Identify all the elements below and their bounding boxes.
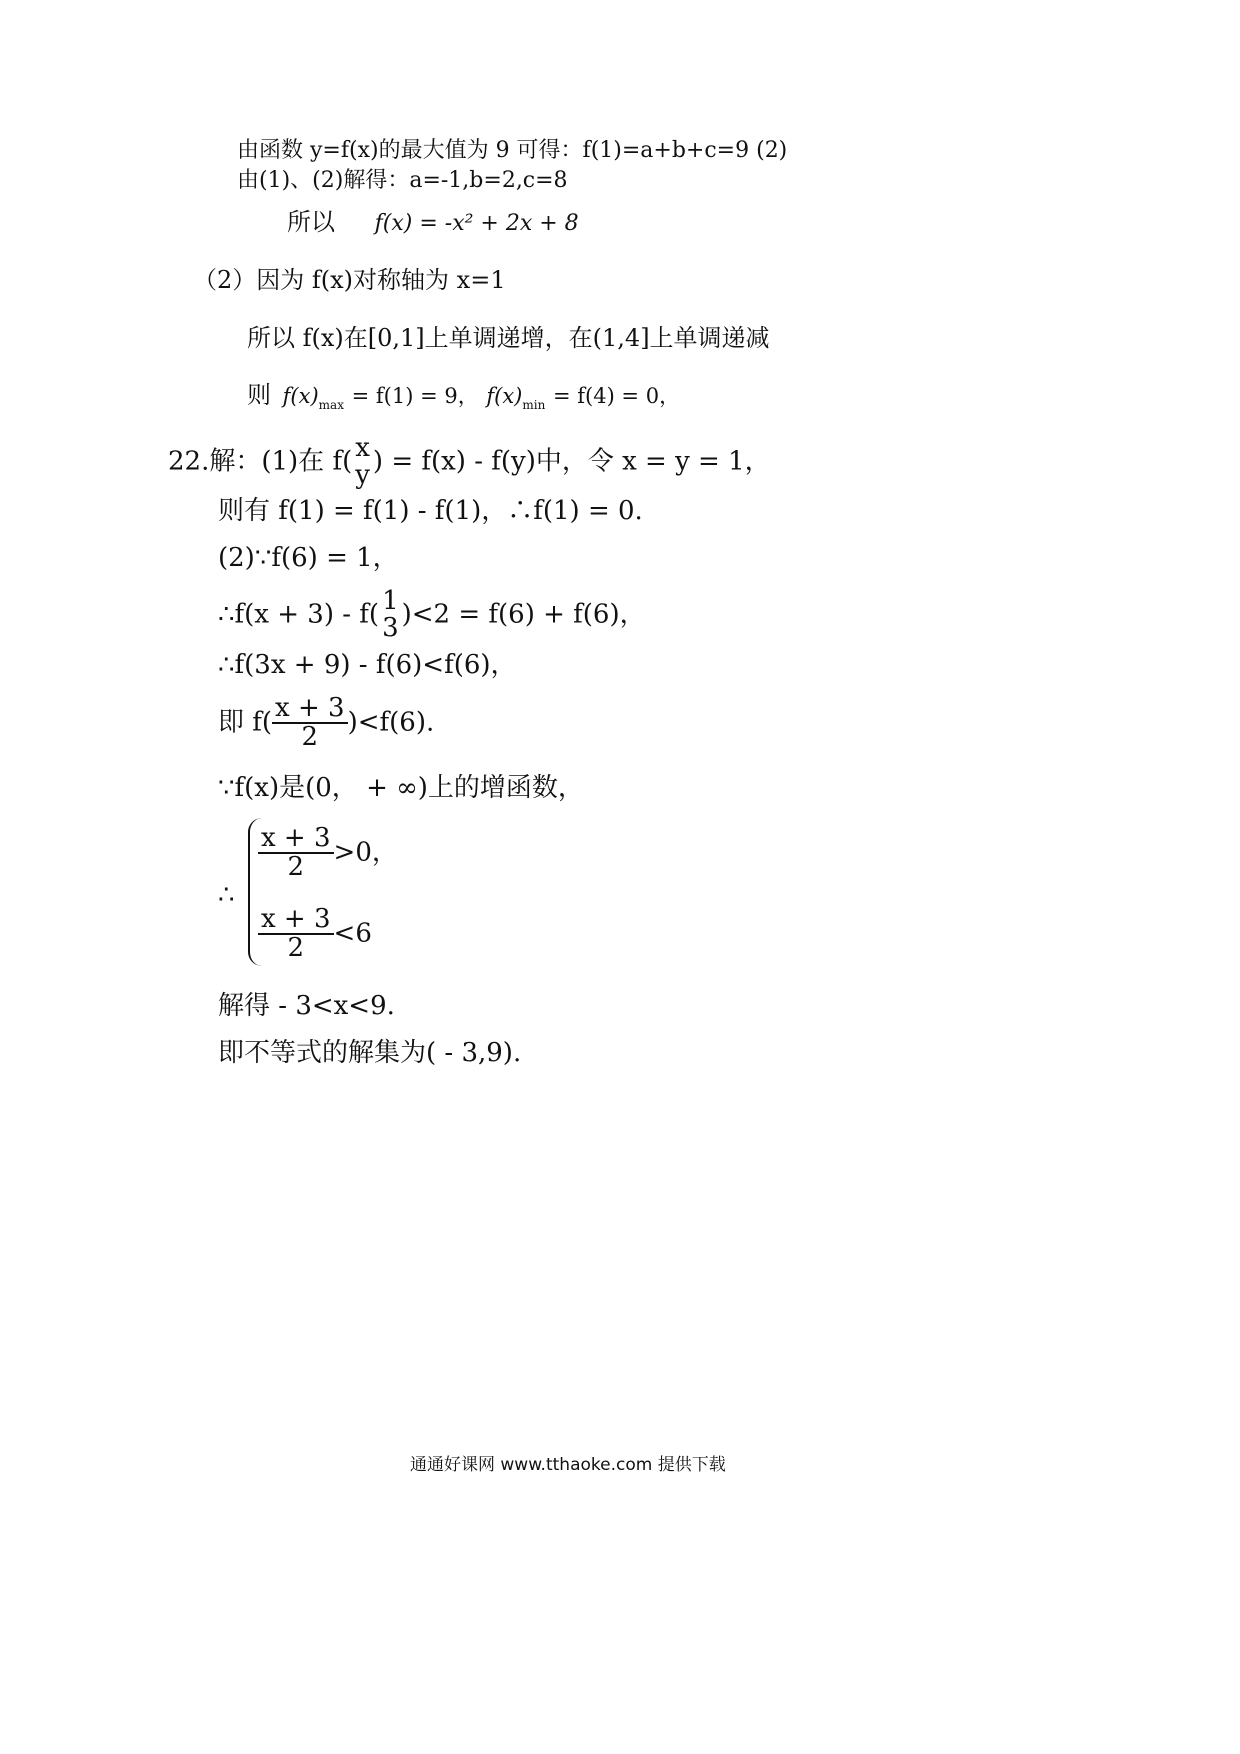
q22-line-8: 解得 - 3<x<9. bbox=[218, 991, 395, 1021]
text-line-axis: （2）因为 f(x)对称轴为 x=1 bbox=[193, 266, 506, 294]
fmax-value: = f(1) = 9， bbox=[351, 384, 479, 408]
q22-head: 22.解：(1)在 f( bbox=[168, 446, 353, 477]
frac-den: y bbox=[355, 460, 370, 491]
q22-head-rest: ) = f(x) - f(y)中，令 x = y = 1， bbox=[372, 446, 771, 477]
sys1-den: 2 bbox=[258, 852, 334, 881]
sys2-rest: <6 bbox=[333, 918, 372, 949]
line6-a: 即 f( bbox=[218, 707, 273, 738]
q22-line-3: (2)∵f(6) = 1， bbox=[218, 543, 399, 573]
xplus3-over-2-fraction bbox=[272, 695, 348, 752]
x-over-y-fraction bbox=[352, 435, 373, 490]
sys2-den: 2 bbox=[258, 933, 334, 962]
sys1-fraction bbox=[258, 825, 334, 882]
q22-line-7: ∵f(x)是(0， + ∞)上的增函数， bbox=[218, 773, 584, 803]
line4-den: 3 bbox=[382, 613, 399, 644]
max-sub: max bbox=[318, 397, 344, 412]
q22-line-4 bbox=[218, 588, 646, 643]
sys2-fraction bbox=[258, 906, 334, 963]
sys1-rest: >0， bbox=[333, 837, 398, 868]
line6-den: 2 bbox=[272, 722, 348, 751]
fmax-label: f(x) bbox=[282, 384, 319, 408]
text-line-monotone: 所以 f(x)在[0,1]上单调递增，在(1,4]上单调递减 bbox=[247, 324, 770, 352]
q22-line-6 bbox=[218, 695, 434, 752]
frac-num: x bbox=[355, 433, 370, 463]
q22-line-9: 即不等式的解集为( - 3,9). bbox=[218, 1038, 522, 1068]
q22-line-5: ∴f(3x + 9) - f(6)<f(6)， bbox=[218, 650, 517, 680]
line4-num: 1 bbox=[382, 586, 399, 616]
one-third-fraction bbox=[379, 588, 402, 643]
system-ineq-2 bbox=[258, 906, 372, 963]
q22-line-2: 则有 f(1) = f(1) - f(1)，∴f(1) = 0. bbox=[218, 496, 643, 526]
text-line-so bbox=[287, 210, 579, 235]
fx-formula: f(x) = -x² + 2x + 8 bbox=[374, 211, 579, 236]
text-line-max-min bbox=[247, 383, 680, 411]
so-label: 所以 bbox=[287, 208, 335, 236]
line4-b: )<2 = f(6) + f(6)， bbox=[401, 599, 646, 630]
sys2-num: x + 3 bbox=[261, 904, 331, 934]
line4-a: ∴f(x + 3) - f( bbox=[218, 599, 380, 630]
min-sub: min bbox=[522, 397, 546, 412]
system-ineq-1 bbox=[258, 825, 398, 882]
fmin-label: f(x) bbox=[486, 384, 523, 408]
page-footer: 通通好课网 www.tthaoke.com 提供下载 bbox=[410, 1455, 726, 1475]
q22-heading bbox=[168, 435, 771, 490]
line6-num: x + 3 bbox=[275, 693, 345, 723]
fmin-value: = f(4) = 0， bbox=[552, 384, 681, 408]
therefore-symbol: ∴ bbox=[218, 880, 235, 910]
sys1-num: x + 3 bbox=[261, 823, 331, 853]
line6-b: )<f(6). bbox=[347, 707, 435, 738]
text-line-solve-abc: 由(1)、(2)解得：a=-1,b=2,c=8 bbox=[237, 168, 568, 193]
text-line-max-value: 由函数 y=f(x)的最大值为 9 可得：f(1)=a+b+c=9 (2) bbox=[237, 138, 788, 163]
then-label: 则 bbox=[247, 381, 271, 409]
